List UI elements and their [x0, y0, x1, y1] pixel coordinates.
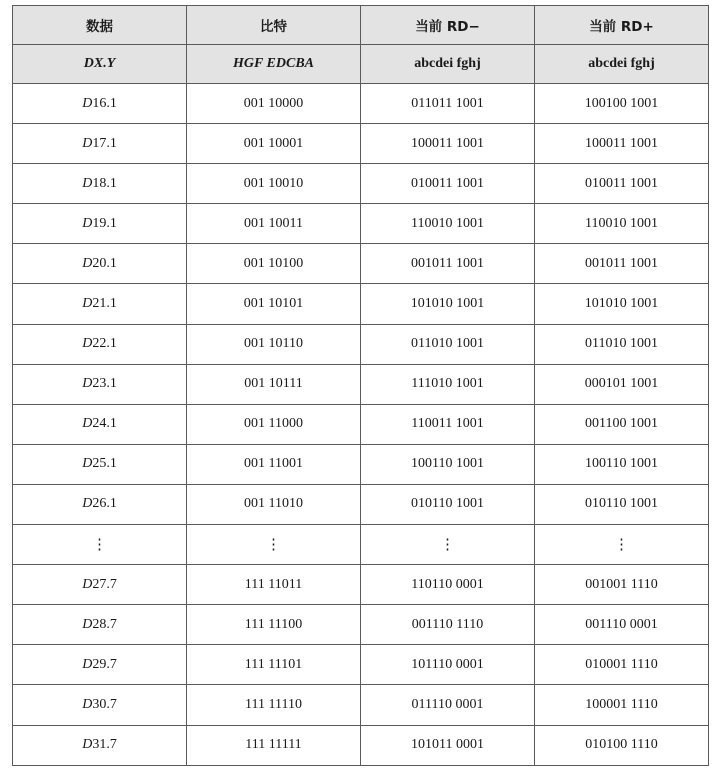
data-prefix: D: [82, 696, 93, 712]
cell-rd-plus: 010110 1001: [535, 484, 709, 524]
cell-rd-plus: 000101 1001: [535, 364, 709, 404]
ellipsis-cell: ⋮: [535, 525, 709, 565]
cell-rd-plus: 100110 1001: [535, 444, 709, 484]
data-code: 30.7: [92, 696, 117, 712]
cell-rd-minus: 010011 1001: [361, 164, 535, 204]
cell-rd-plus: 101010 1001: [535, 284, 709, 324]
cell-rd-plus: 001110 0001: [535, 605, 709, 645]
data-code: 24.1: [92, 416, 117, 432]
cell-data: [13, 204, 187, 244]
data-prefix: D: [82, 616, 93, 632]
cell-rd-minus: 110011 1001: [361, 404, 535, 444]
data-code: 19.1: [92, 215, 117, 231]
cell-data: [13, 605, 187, 645]
cell-bits: 111 11101: [187, 645, 361, 685]
data-code: 29.7: [92, 656, 117, 672]
table-row: [13, 84, 709, 124]
subheader-dxy: DX.Y: [13, 45, 187, 84]
data-prefix: D: [82, 95, 93, 111]
cell-rd-minus: 100110 1001: [361, 444, 535, 484]
cell-bits: 001 10000: [187, 84, 361, 124]
data-prefix: D: [82, 656, 93, 672]
data-prefix: D: [82, 296, 93, 312]
cell-bits: 001 10011: [187, 204, 361, 244]
cell-rd-minus: 001110 1110: [361, 605, 535, 645]
table-row: [13, 605, 709, 645]
data-prefix: D: [82, 336, 93, 352]
header-bits: 比特: [187, 6, 361, 45]
table-row: [13, 164, 709, 204]
data-code: 17.1: [92, 135, 117, 151]
cell-bits: 001 10100: [187, 244, 361, 284]
data-code: 23.1: [92, 376, 117, 392]
cell-rd-plus: 001011 1001: [535, 244, 709, 284]
ellipsis-row: [13, 525, 709, 565]
cell-bits: 111 11110: [187, 685, 361, 725]
cell-rd-plus: 110010 1001: [535, 204, 709, 244]
cell-bits: 001 10101: [187, 284, 361, 324]
cell-rd-minus: 100011 1001: [361, 124, 535, 164]
data-code: 31.7: [92, 737, 117, 753]
ellipsis-cell: ⋮: [187, 525, 361, 565]
encoding-table: [12, 5, 709, 766]
header-rd-plus: 当前 RD+: [535, 6, 709, 45]
cell-data: [13, 645, 187, 685]
table-row: [13, 124, 709, 164]
table-row: [13, 645, 709, 685]
cell-rd-plus: 100100 1001: [535, 84, 709, 124]
table-body: [13, 84, 709, 766]
cell-rd-plus: 100011 1001: [535, 124, 709, 164]
cell-bits: 001 10010: [187, 164, 361, 204]
data-code: 20.1: [92, 255, 117, 271]
cell-rd-plus: 010001 1110: [535, 645, 709, 685]
table-row: [13, 685, 709, 725]
cell-bits: 001 10110: [187, 324, 361, 364]
data-code: 26.1: [92, 496, 117, 512]
cell-bits: 001 10001: [187, 124, 361, 164]
ellipsis-cell: ⋮: [13, 525, 187, 565]
cell-rd-minus: 011010 1001: [361, 324, 535, 364]
data-prefix: D: [82, 576, 93, 592]
data-prefix: D: [82, 215, 93, 231]
data-prefix: D: [82, 456, 93, 472]
cell-bits: 001 11010: [187, 484, 361, 524]
cell-bits: 001 11001: [187, 444, 361, 484]
header-rd-minus: 当前 RD−: [361, 6, 535, 45]
cell-data: [13, 164, 187, 204]
cell-rd-minus: 011011 1001: [361, 84, 535, 124]
cell-data: [13, 685, 187, 725]
cell-bits: 111 11111: [187, 725, 361, 765]
table-row: [13, 204, 709, 244]
header-data: 数据: [13, 6, 187, 45]
cell-bits: 001 11000: [187, 404, 361, 444]
cell-data: [13, 124, 187, 164]
cell-data: [13, 484, 187, 524]
cell-rd-minus: 011110 0001: [361, 685, 535, 725]
cell-rd-minus: 101011 0001: [361, 725, 535, 765]
cell-rd-minus: 010110 1001: [361, 484, 535, 524]
header-row: [13, 6, 709, 45]
data-prefix: D: [82, 135, 93, 151]
table-row: [13, 364, 709, 404]
data-code: 27.7: [92, 576, 117, 592]
table-row: [13, 565, 709, 605]
cell-rd-minus: 110010 1001: [361, 204, 535, 244]
cell-rd-plus: 001100 1001: [535, 404, 709, 444]
cell-data: [13, 244, 187, 284]
table-row: [13, 244, 709, 284]
cell-bits: 001 10111: [187, 364, 361, 404]
cell-rd-plus: 001001 1110: [535, 565, 709, 605]
cell-data: [13, 84, 187, 124]
ellipsis-cell: ⋮: [361, 525, 535, 565]
cell-bits: 111 11100: [187, 605, 361, 645]
cell-data: [13, 284, 187, 324]
table-row: [13, 284, 709, 324]
cell-data: [13, 725, 187, 765]
data-prefix: D: [82, 376, 93, 392]
subheader-rd-minus: abcdei fghj: [361, 45, 535, 84]
data-code: 22.1: [92, 336, 117, 352]
cell-bits: 111 11011: [187, 565, 361, 605]
data-code: 21.1: [92, 296, 117, 312]
table-row: [13, 324, 709, 364]
data-code: 18.1: [92, 175, 117, 191]
data-code: 28.7: [92, 616, 117, 632]
data-prefix: D: [82, 255, 93, 271]
table-row: [13, 404, 709, 444]
cell-rd-plus: 010011 1001: [535, 164, 709, 204]
data-prefix: D: [82, 416, 93, 432]
cell-rd-plus: 010100 1110: [535, 725, 709, 765]
data-prefix: D: [82, 737, 93, 753]
cell-rd-plus: 100001 1110: [535, 685, 709, 725]
cell-data: [13, 324, 187, 364]
cell-rd-minus: 110110 0001: [361, 565, 535, 605]
subheader-row: [13, 45, 709, 84]
cell-data: [13, 444, 187, 484]
cell-rd-plus: 011010 1001: [535, 324, 709, 364]
data-code: 25.1: [92, 456, 117, 472]
cell-data: [13, 565, 187, 605]
data-prefix: D: [82, 496, 93, 512]
cell-data: [13, 404, 187, 444]
table-row: [13, 444, 709, 484]
subheader-rd-plus: abcdei fghj: [535, 45, 709, 84]
data-code: 16.1: [92, 95, 117, 111]
cell-rd-minus: 101110 0001: [361, 645, 535, 685]
cell-data: [13, 364, 187, 404]
table-row: [13, 725, 709, 765]
cell-rd-minus: 111010 1001: [361, 364, 535, 404]
subheader-bits: HGF EDCBA: [187, 45, 361, 84]
cell-rd-minus: 001011 1001: [361, 244, 535, 284]
table-row: [13, 484, 709, 524]
data-prefix: D: [82, 175, 93, 191]
cell-rd-minus: 101010 1001: [361, 284, 535, 324]
